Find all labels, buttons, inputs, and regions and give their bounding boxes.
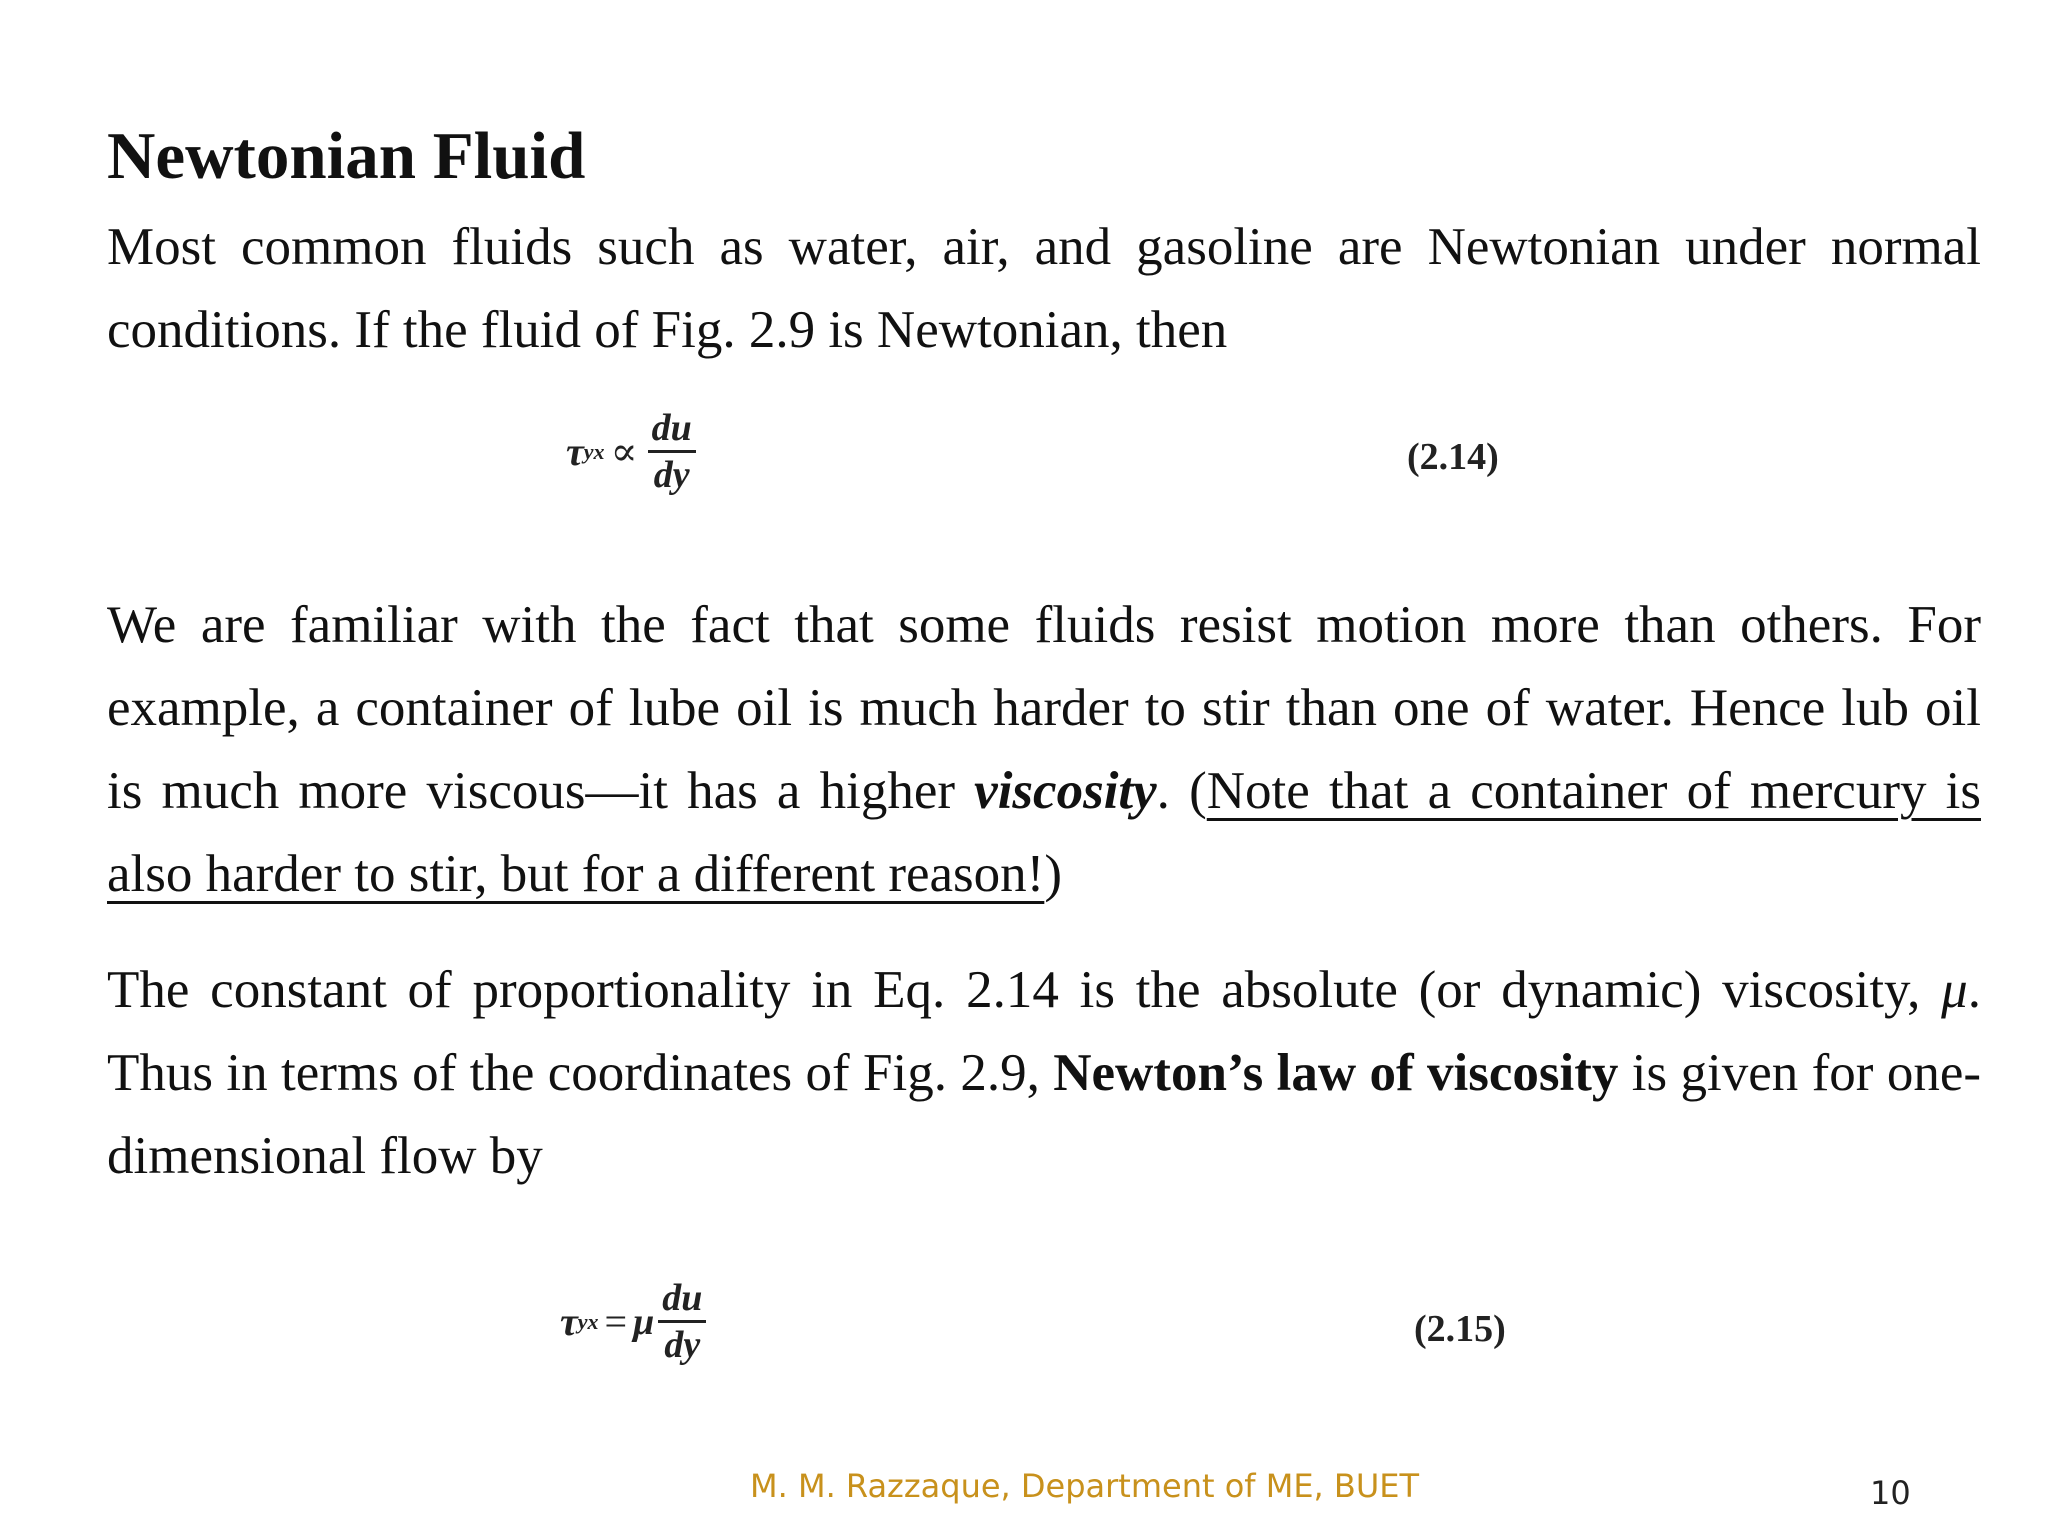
derivative-fraction bbox=[648, 408, 696, 495]
fraction-denominator: dy bbox=[664, 1324, 701, 1366]
tau-symbol: τ bbox=[560, 1299, 578, 1344]
tau-subscript: yx bbox=[583, 438, 605, 464]
slide-title: Newtonian Fluid bbox=[107, 119, 586, 193]
mercury-note: Note that a container of mercury is also harder to stir, but for a different reason! bbox=[107, 762, 1981, 903]
fraction-numerator: du bbox=[648, 408, 696, 453]
newton-text-2: . Thus in terms of the coordinates of Fig. 2.9, bbox=[107, 961, 1981, 1102]
derivative-fraction bbox=[658, 1278, 706, 1365]
equals-operator: = bbox=[604, 1299, 628, 1344]
viscosity-text: We are familiar with the fact that some fluids resist motion more than others. For example, a container of lube oil is much harder to stir than one of water. Hence lub oil is much more viscous—it has a higher bbox=[107, 596, 1981, 820]
viscosity-text-after: . ( bbox=[1156, 762, 1207, 820]
tau-symbol: τ bbox=[566, 429, 584, 474]
equation-number-2-15: (2.15) bbox=[1414, 1308, 1506, 1350]
newton-law-paragraph bbox=[107, 949, 1981, 1198]
viscosity-paragraph bbox=[107, 584, 1981, 916]
equation-2-14 bbox=[566, 408, 696, 495]
page-number: 10 bbox=[1870, 1474, 1911, 1512]
intro-paragraph: Most common fluids such as water, air, and gasoline are Newtonian under normal conditions. If the fluid of Fig. 2.9 is Newtonian, then bbox=[107, 218, 1981, 359]
proportional-operator: ∝ bbox=[610, 429, 638, 474]
closing-paren: ) bbox=[1044, 845, 1062, 903]
newton-law-term: Newton’s law of viscosity bbox=[1053, 1044, 1619, 1102]
slide-footer: M. M. Razzaque, Department of ME, BUET bbox=[750, 1467, 1420, 1505]
fraction-numerator: du bbox=[658, 1278, 706, 1323]
newton-text-3: is given for one-dimensional flow by bbox=[107, 1044, 1982, 1185]
newton-text-1: The constant of proportionality in Eq. 2.14 is the absolute (or dynamic) viscosity, bbox=[107, 961, 1942, 1019]
mu-symbol: μ bbox=[1941, 961, 1968, 1019]
equation-2-15 bbox=[560, 1278, 706, 1365]
viscosity-term: viscosity bbox=[974, 762, 1157, 820]
equation-number-2-14: (2.14) bbox=[1407, 436, 1499, 478]
tau-subscript: yx bbox=[577, 1308, 599, 1334]
fraction-denominator: dy bbox=[653, 454, 690, 496]
mu-coefficient: μ bbox=[633, 1300, 655, 1343]
